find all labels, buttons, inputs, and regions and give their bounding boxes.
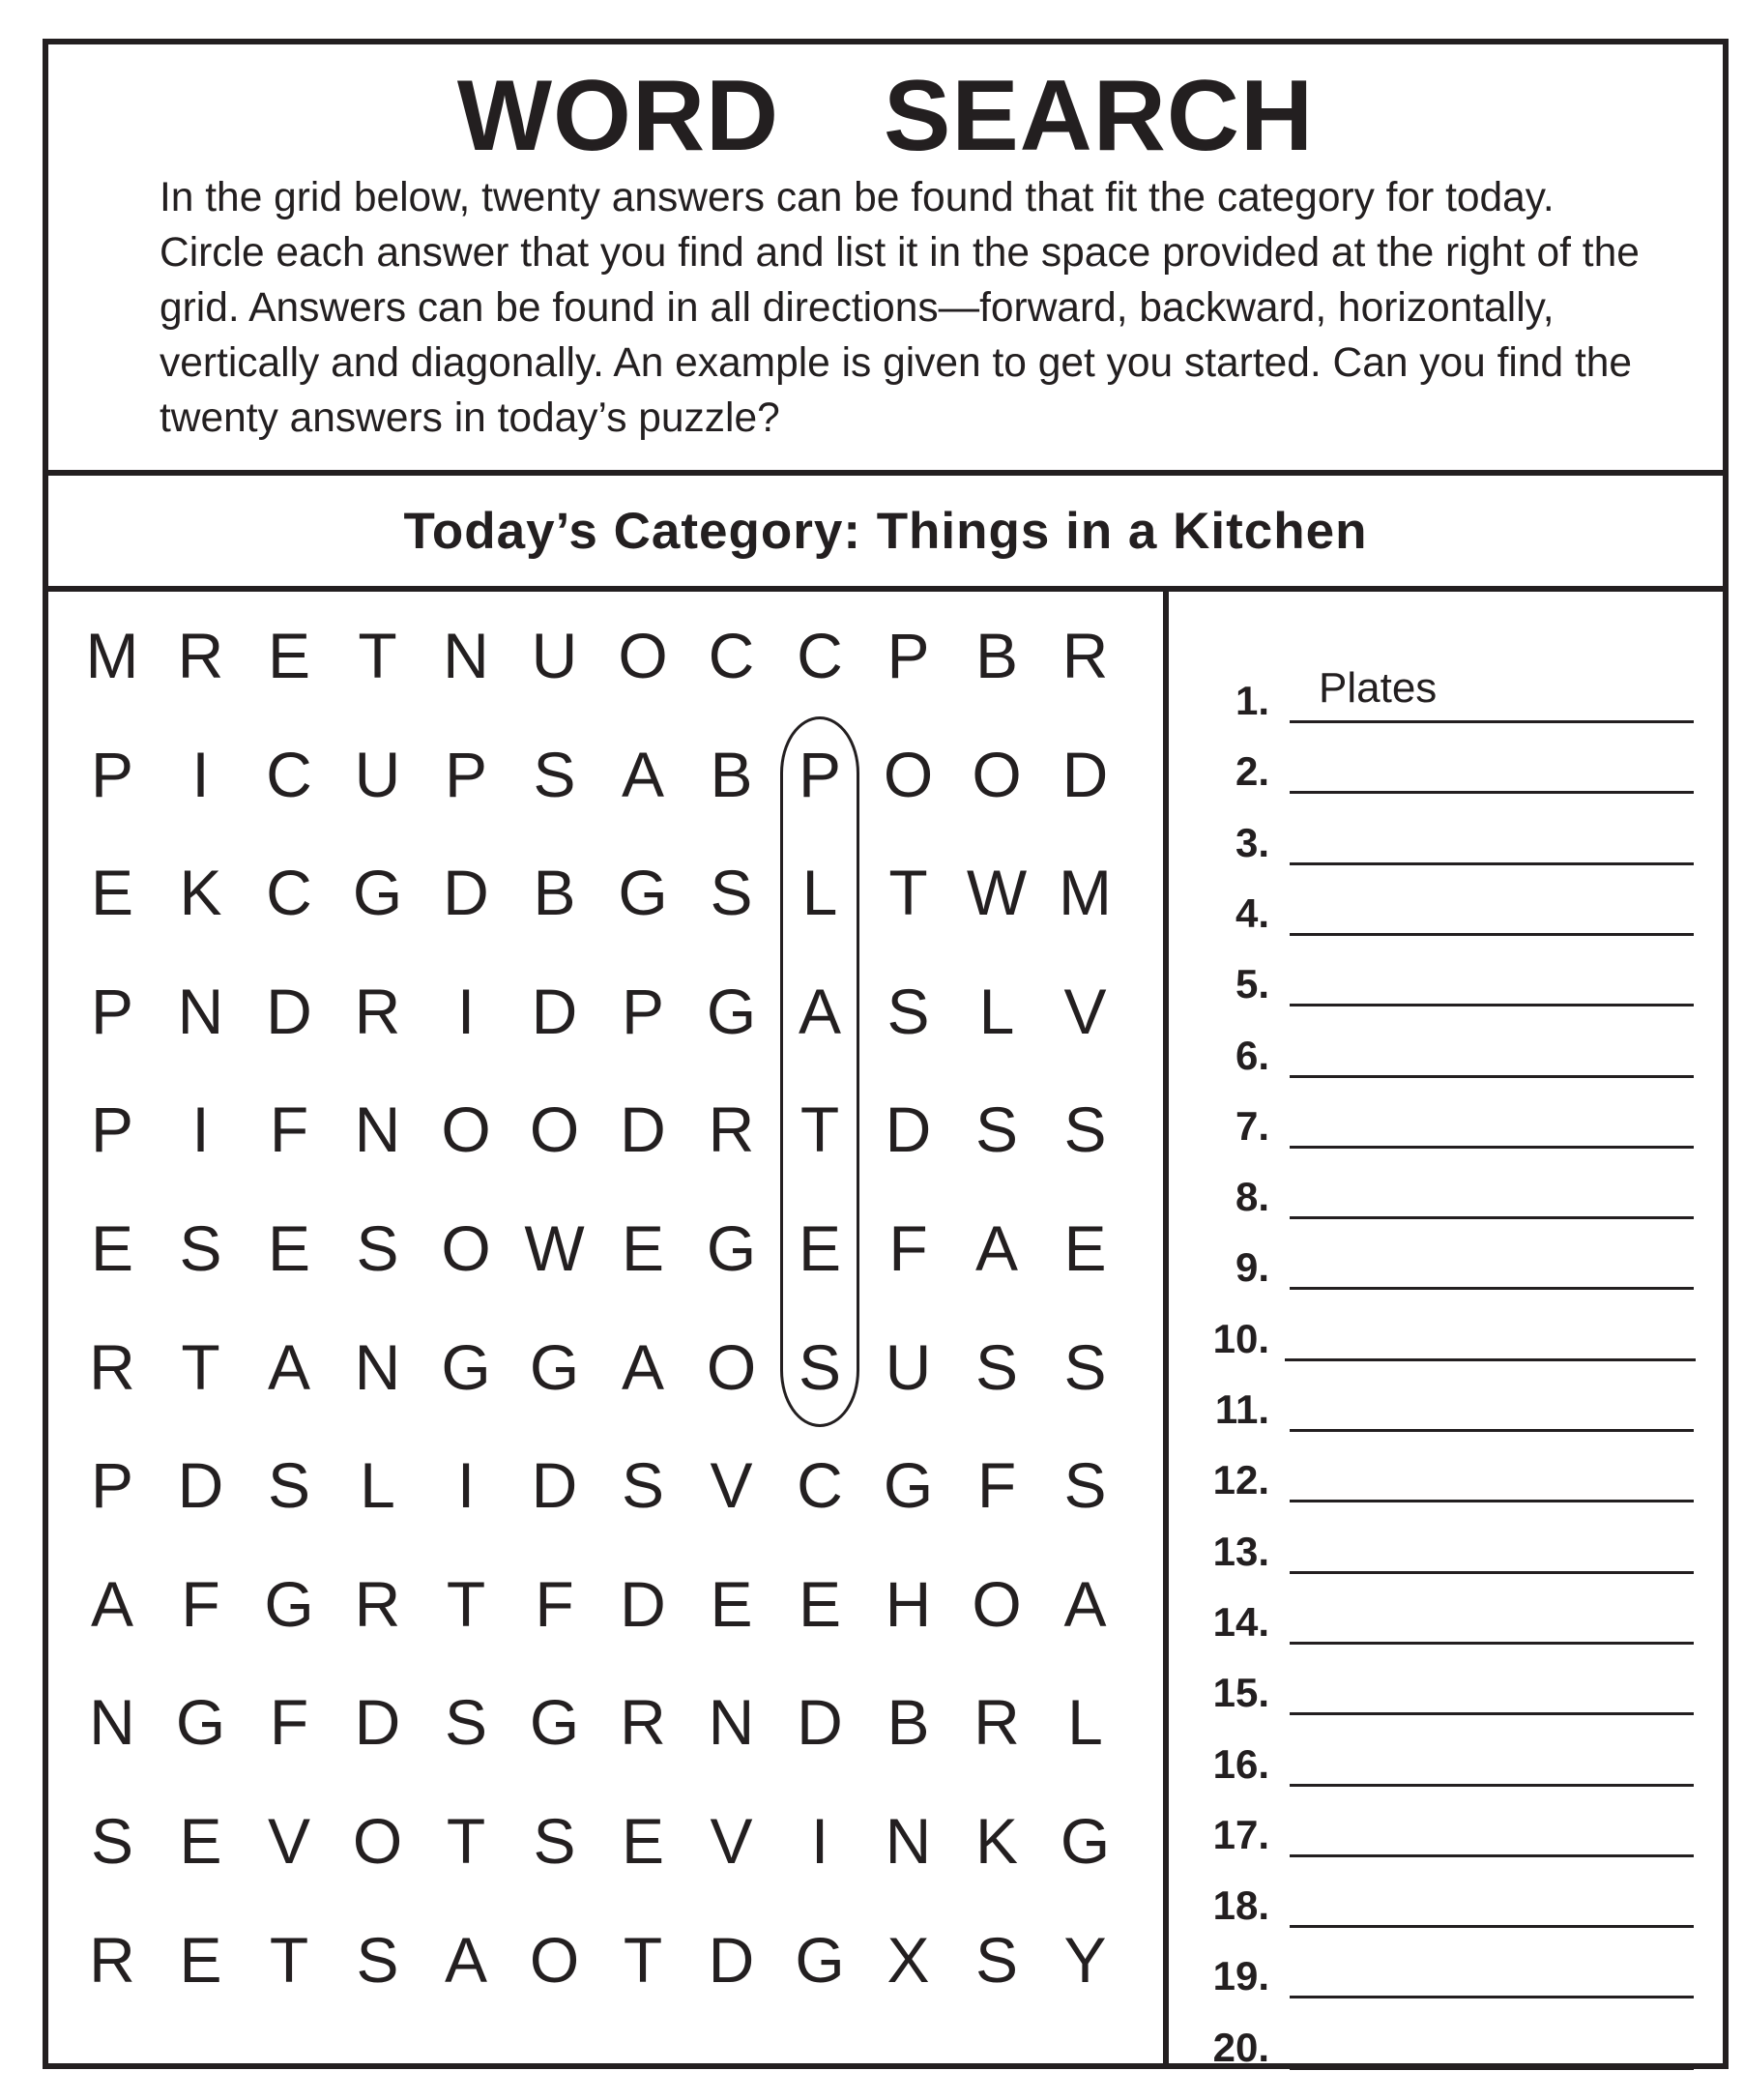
grid-letter-cell[interactable]: U (885, 1330, 932, 1403)
grid-letter-cell[interactable]: S (444, 1686, 488, 1759)
grid-letter-cell[interactable]: O (441, 1212, 491, 1284)
grid-letter-cell[interactable]: S (1063, 1449, 1107, 1522)
grid-letter-cell[interactable]: R (974, 1686, 1020, 1759)
grid-letter-cell[interactable]: N (708, 1686, 755, 1759)
grid-letter-cell[interactable]: L (801, 857, 838, 929)
grid-letter-cell[interactable]: G (883, 1449, 934, 1522)
grid-letter-cell[interactable]: G (706, 975, 757, 1047)
answer-number: 2. (1235, 748, 1269, 795)
grid-letter-cell[interactable]: F (181, 1567, 220, 1640)
grid-letter-cell[interactable]: T (269, 1923, 309, 1996)
grid-letter-cell[interactable]: L (360, 1449, 395, 1522)
grid-letter-cell[interactable]: B (710, 738, 753, 810)
answer-row (1169, 1218, 1729, 1290)
grid-letter-cell[interactable]: S (798, 1330, 842, 1403)
grid-letter-cell[interactable]: R (620, 1686, 666, 1759)
answer-number: 12. (1212, 1457, 1269, 1503)
answer-row (1169, 1290, 1729, 1361)
grid-letter-cell[interactable]: T (799, 1094, 840, 1166)
grid-letter-cell[interactable]: S (621, 1449, 665, 1522)
answer-number: 14. (1212, 1598, 1269, 1645)
grid-letter-cell[interactable]: B (887, 1686, 930, 1759)
grid-letter-cell[interactable]: F (269, 1686, 309, 1759)
answer-number: 17. (1212, 1811, 1269, 1857)
grid-letter-cell[interactable]: V (1063, 975, 1107, 1047)
answer-row (1169, 1573, 1729, 1645)
answer-row (1169, 935, 1729, 1006)
grid-letter-cell[interactable]: U (531, 620, 578, 691)
answer-row (1169, 1998, 1729, 2070)
grid-letter-cell[interactable]: I (191, 1094, 210, 1166)
grid-letter-cell[interactable]: C (266, 857, 312, 929)
answer-number: 8. (1235, 1174, 1269, 1220)
grid-letter-cell[interactable]: D (1061, 738, 1109, 810)
answer-row (1169, 1148, 1729, 1219)
letter-grid-panel (48, 592, 1169, 2069)
answer-number: 16. (1212, 1740, 1269, 1787)
grid-letter-cell[interactable]: P (90, 1094, 134, 1166)
answer-row (1169, 864, 1729, 936)
grid-letter-cell[interactable]: E (90, 857, 134, 929)
grid-letter-cell[interactable]: V (710, 1805, 753, 1877)
grid-letter-cell[interactable]: S (533, 1805, 576, 1877)
answer-row (1169, 1644, 1729, 1715)
grid-letter-cell[interactable]: E (179, 1923, 222, 1996)
answer-number: 13. (1212, 1528, 1269, 1574)
grid-letter-cell[interactable]: R (708, 1094, 755, 1166)
answer-number: 19. (1212, 1953, 1269, 1999)
grid-letter-cell[interactable]: E (179, 1805, 222, 1877)
answer-number: 1. (1235, 678, 1269, 723)
grid-letter-cell[interactable]: W (524, 1212, 585, 1284)
grid-letter-cell[interactable]: G (618, 857, 668, 929)
grid-letter-cell[interactable]: F (976, 1449, 1017, 1522)
grid-letter-cell[interactable]: A (621, 1330, 665, 1403)
grid-letter-cell[interactable]: P (444, 738, 488, 810)
grid-letter-cell[interactable]: C (797, 620, 843, 691)
grid-letter-cell[interactable]: E (90, 1212, 134, 1284)
grid-letter-cell[interactable]: O (529, 1094, 580, 1166)
grid-letter-cell[interactable]: I (191, 738, 210, 810)
grid-letter-cell[interactable]: S (1063, 1330, 1107, 1403)
grid-letter-cell[interactable]: I (456, 1449, 476, 1522)
grid-letter-cell[interactable]: A (267, 1330, 311, 1403)
grid-letter-cell[interactable]: C (797, 1449, 843, 1522)
answer-number: 5. (1235, 961, 1269, 1007)
grid-letter-cell[interactable]: N (354, 1094, 401, 1166)
puzzle-frame (43, 39, 1729, 2069)
grid-letter-cell[interactable]: T (446, 1805, 486, 1877)
grid-letter-cell[interactable]: T (623, 1923, 663, 1996)
grid-letter-cell[interactable]: G (529, 1686, 580, 1759)
grid-letter-cell[interactable]: R (89, 1923, 135, 1996)
grid-letter-cell[interactable]: B (974, 620, 1019, 691)
grid-letter-cell[interactable]: D (531, 975, 578, 1047)
grid-letter-cell[interactable]: G (1060, 1805, 1111, 1877)
answer-number: 7. (1235, 1102, 1269, 1149)
answer-row (1169, 1502, 1729, 1574)
grid-letter-cell[interactable]: O (618, 620, 668, 691)
grid-letter-cell[interactable]: O (352, 1805, 403, 1877)
grid-letter-cell[interactable]: O (529, 1923, 580, 1996)
grid-letter-cell[interactable]: T (358, 620, 397, 691)
grid-letter-cell[interactable]: E (267, 1212, 311, 1284)
grid-letter-cell[interactable]: G (352, 857, 403, 929)
category-band (48, 476, 1723, 592)
grid-letter-cell[interactable]: T (181, 1330, 220, 1403)
grid-letter-cell[interactable]: E (267, 620, 311, 691)
answer-row (1169, 1786, 1729, 1857)
grid-letter-cell[interactable]: F (535, 1567, 574, 1640)
grid-letter-cell[interactable]: M (85, 620, 139, 691)
answer-row (1169, 1927, 1729, 1998)
grid-letter-cell[interactable]: A (444, 1923, 488, 1996)
puzzle-title: WORD SEARCH (456, 60, 1315, 172)
grid-letter-cell[interactable]: S (267, 1449, 311, 1522)
grid-letter-cell[interactable]: M (1059, 857, 1112, 929)
grid-letter-cell[interactable]: T (446, 1567, 486, 1640)
grid-letter-cell[interactable]: E (798, 1567, 842, 1640)
grid-letter-cell[interactable]: P (90, 1449, 134, 1522)
grid-letter-cell[interactable]: O (706, 1330, 757, 1403)
answer-row (1169, 1431, 1729, 1502)
grid-letter-cell[interactable]: S (974, 1923, 1019, 1996)
grid-letter-cell[interactable]: O (972, 1567, 1022, 1640)
grid-letter-cell[interactable]: G (795, 1923, 845, 1996)
grid-letter-cell[interactable]: P (887, 620, 930, 691)
grid-letter-cell[interactable]: O (441, 1094, 491, 1166)
grid-letter-cell[interactable]: S (974, 1330, 1019, 1403)
grid-letter-cell[interactable]: D (266, 975, 312, 1047)
grid-letter-cell[interactable]: D (620, 1567, 666, 1640)
example-answer-circle (780, 716, 859, 1427)
grid-letter-cell[interactable]: N (177, 975, 224, 1047)
grid-letter-cell[interactable]: A (974, 1212, 1019, 1284)
grid-letter-cell[interactable]: D (797, 1686, 843, 1759)
grid-letter-cell[interactable]: G (175, 1686, 226, 1759)
answer-row (1169, 1077, 1729, 1149)
grid-letter-cell[interactable]: S (179, 1212, 222, 1284)
grid-letter-cell[interactable]: S (356, 1923, 399, 1996)
grid-letter-cell[interactable]: G (441, 1330, 491, 1403)
grid-letter-cell[interactable]: O (972, 738, 1022, 810)
grid-letter-cell[interactable]: L (1067, 1686, 1103, 1759)
answer-row (1169, 1360, 1729, 1432)
grid-letter-cell[interactable]: V (267, 1805, 311, 1877)
answer-number: 4. (1235, 890, 1269, 936)
grid-letter-cell[interactable]: G (706, 1212, 757, 1284)
grid-letter-cell[interactable]: K (179, 857, 222, 929)
grid-letter-cell[interactable]: N (89, 1686, 135, 1759)
grid-letter-cell[interactable]: S (533, 738, 576, 810)
grid-letter-cell[interactable]: D (531, 1449, 578, 1522)
grid-letter-cell[interactable]: R (1061, 620, 1109, 691)
grid-letter-cell[interactable]: E (1063, 1212, 1107, 1284)
grid-letter-cell[interactable]: S (974, 1094, 1019, 1166)
grid-letter-cell[interactable]: I (810, 1805, 829, 1877)
grid-letter-cell[interactable]: P (90, 738, 134, 810)
answer-row (1169, 794, 1729, 865)
grid-letter-cell[interactable]: I (456, 975, 476, 1047)
grid-letter-cell[interactable]: H (885, 1567, 932, 1640)
grid-letter-cell[interactable]: R (354, 975, 401, 1047)
grid-letter-cell[interactable]: R (354, 1567, 401, 1640)
grid-letter-cell[interactable]: B (533, 857, 576, 929)
grid-letter-cell[interactable]: A (90, 1567, 134, 1640)
grid-letter-cell[interactable]: S (887, 975, 930, 1047)
grid-letter-cell[interactable]: D (443, 857, 489, 929)
answer-number: 3. (1235, 819, 1269, 865)
grid-letter-cell[interactable]: D (708, 1923, 755, 1996)
grid-letter-cell[interactable]: A (621, 738, 665, 810)
grid-letter-cell[interactable]: N (443, 620, 489, 691)
grid-letter-cell[interactable]: R (177, 620, 224, 691)
grid-letter-cell[interactable]: D (177, 1449, 224, 1522)
grid-letter-cell[interactable]: P (798, 738, 842, 810)
grid-letter-cell[interactable]: A (798, 975, 842, 1047)
answer-list (1169, 592, 1729, 2069)
answer-number: 6. (1235, 1032, 1269, 1078)
grid-letter-cell[interactable]: E (710, 1567, 753, 1640)
category-label: Today’s Category: Things in a Kitchen (403, 503, 1368, 560)
grid-letter-cell[interactable]: E (621, 1212, 665, 1284)
grid-letter-cell[interactable]: D (620, 1094, 666, 1166)
grid-letter-cell[interactable]: G (264, 1567, 314, 1640)
grid-letter-cell[interactable]: K (974, 1805, 1019, 1877)
grid-letter-cell[interactable]: U (354, 738, 401, 810)
grid-letter-cell[interactable]: Y (1063, 1923, 1107, 1996)
grid-letter-cell[interactable]: T (888, 857, 928, 929)
grid-letter-cell[interactable]: D (885, 1094, 932, 1166)
grid-letter-cell[interactable]: V (710, 1449, 753, 1522)
answer-number: 11. (1214, 1386, 1269, 1432)
grid-letter-cell[interactable]: X (887, 1923, 930, 1996)
grid-letter-cell[interactable]: A (1063, 1567, 1107, 1640)
grid-letter-cell[interactable]: F (888, 1212, 928, 1284)
answer-row (1169, 1856, 1729, 1928)
answer-value: Plates (1319, 664, 1438, 712)
grid-letter-cell[interactable]: S (1063, 1094, 1107, 1166)
grid-letter-cell[interactable]: R (89, 1330, 135, 1403)
grid-letter-cell[interactable]: E (621, 1805, 665, 1877)
answer-row (1169, 652, 1729, 723)
grid-letter-cell[interactable]: P (621, 975, 665, 1047)
grid-letter-cell[interactable]: N (885, 1805, 932, 1877)
grid-letter-cell[interactable]: C (708, 620, 755, 691)
grid-letter-cell[interactable]: D (354, 1686, 401, 1759)
grid-letter-cell[interactable]: S (90, 1805, 134, 1877)
grid-letter-cell[interactable]: O (883, 738, 934, 810)
grid-letter-cell[interactable]: C (266, 738, 312, 810)
grid-letter-cell[interactable]: F (269, 1094, 309, 1166)
answer-number: 9. (1235, 1244, 1269, 1291)
answer-row (1169, 1006, 1729, 1078)
grid-letter-cell[interactable]: W (966, 857, 1028, 929)
grid-letter-cell[interactable]: P (90, 975, 134, 1047)
answer-blank-field[interactable] (1290, 2067, 1694, 2070)
instructions-text: In the grid below, twenty answers can be found that fit the category for today. Circle each answer that you find and list it in the space provided at the right of the grid. Answers can be found in all directions—forward, backward, horizontally, vertically and diagonally. An example is given to get you started. Can you find the twenty answers in today’s puzzle? (160, 175, 1640, 441)
puzzle-header (48, 44, 1723, 476)
answer-number: 15. (1212, 1670, 1269, 1716)
answer-row (1169, 1715, 1729, 1787)
answer-number: 10. (1212, 1315, 1269, 1361)
grid-letter-cell[interactable]: G (529, 1330, 580, 1403)
answer-row (1169, 722, 1729, 794)
answer-number: 20. (1212, 2024, 1269, 2070)
grid-letter-cell[interactable]: L (978, 975, 1015, 1047)
grid-letter-cell[interactable]: N (354, 1330, 401, 1403)
grid-letter-cell[interactable]: E (798, 1212, 842, 1284)
letter-grid (48, 592, 1169, 2069)
grid-letter-cell[interactable]: S (356, 1212, 399, 1284)
answer-number: 18. (1212, 1882, 1269, 1929)
grid-letter-cell[interactable]: S (710, 857, 753, 929)
